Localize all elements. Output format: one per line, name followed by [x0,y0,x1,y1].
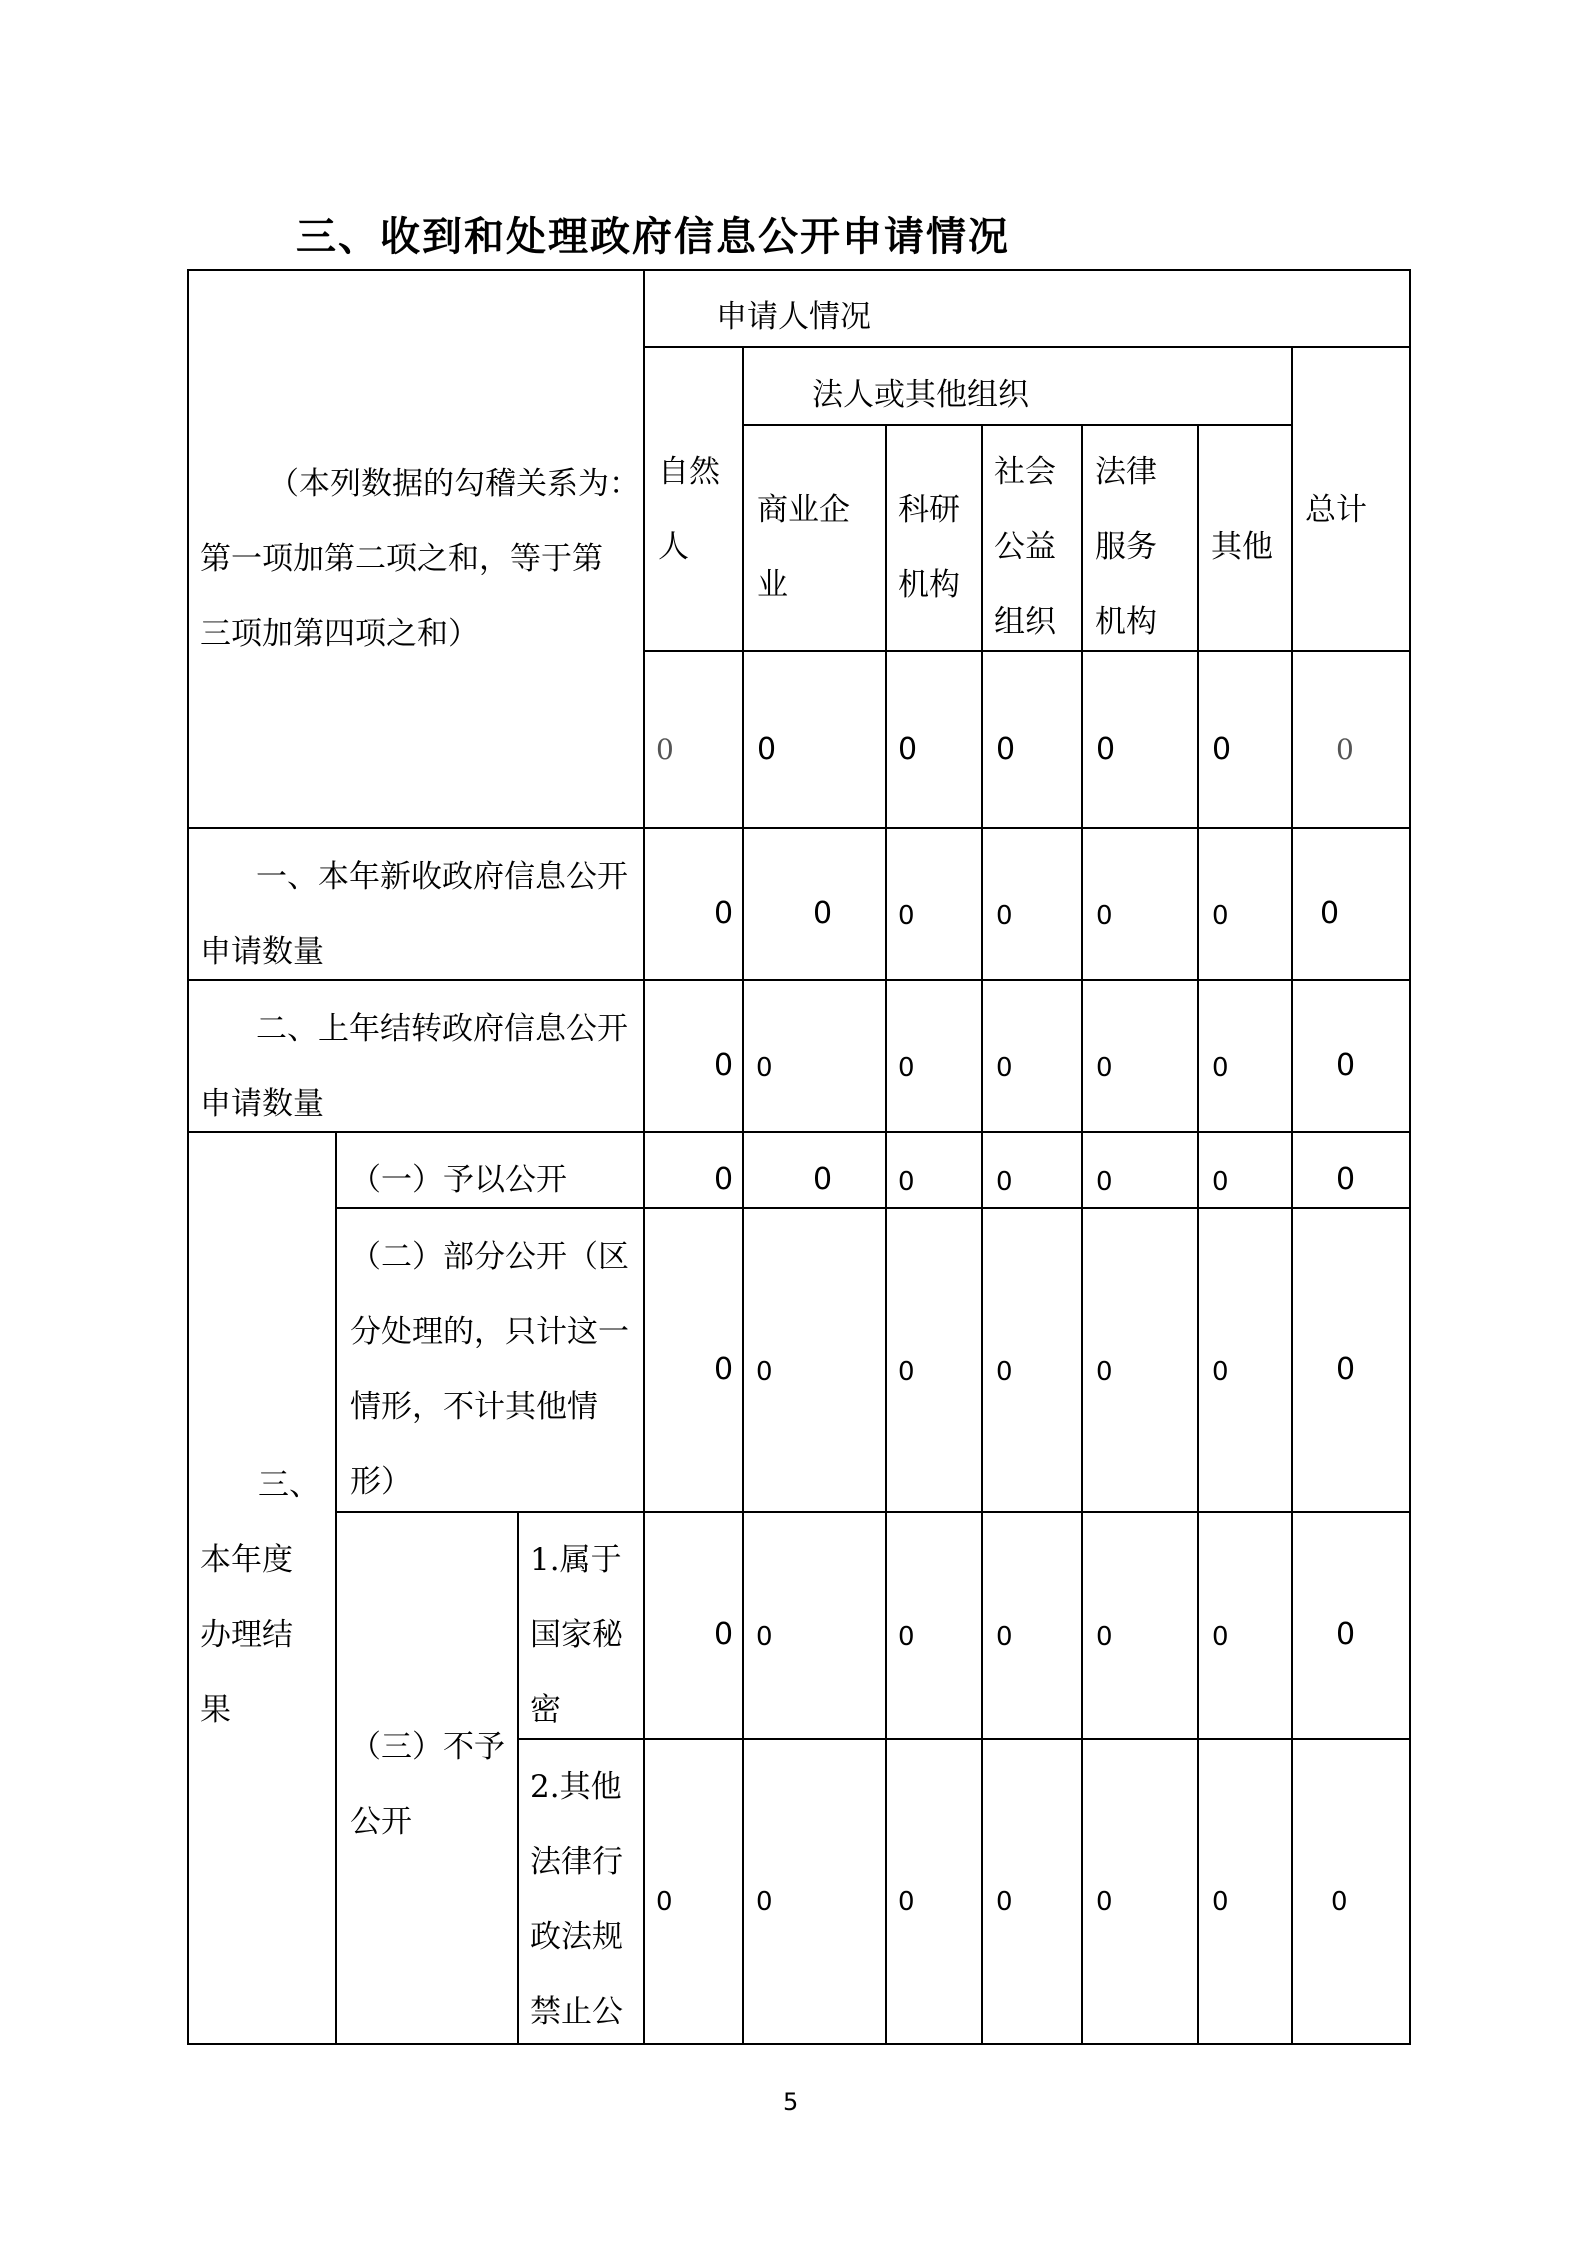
row-carry-label-2: 申请数量 [200,1086,324,1122]
row-carry-research: 0 [898,1053,915,1083]
header-public-3: 组织 [994,604,1056,640]
result-group-label-3: 办理结 [200,1617,293,1653]
row-partial-natural: 0 [714,1352,734,1387]
row-secret-research: 0 [898,1622,915,1652]
row-new-public: 0 [996,901,1013,931]
row-secret-label-3: 密 [530,1692,561,1728]
row-prohibited-commercial: 0 [756,1887,773,1917]
header-value-other: 0 [1212,732,1232,767]
row-disclose-legal-service: 0 [1096,1167,1113,1197]
result-group-label-2: 本年度 [200,1542,293,1578]
note-line-3: 三项加第四项之和） [200,616,479,652]
row-secret-label-1: 1.属于 [530,1542,622,1578]
row-prohibited-label-4: 禁止公 [530,1994,623,2030]
header-value-natural: 0 [656,733,674,766]
row-partial-label-3: 情形，不计其他情 [350,1389,598,1425]
header-public-2: 公益 [994,529,1056,565]
header-legal-service-2: 服务 [1095,529,1157,565]
row-new-label-2: 申请数量 [200,934,324,970]
row-prohibited-public: 0 [996,1887,1013,1917]
row-partial-label-1: （二）部分公开（区 [350,1239,629,1275]
header-other: 其他 [1211,529,1273,565]
row-secret-other: 0 [1212,1622,1229,1652]
row-carry-legal-service: 0 [1096,1053,1113,1083]
row-prohibited-label-1: 2.其他 [530,1769,622,1805]
row-partial-other: 0 [1212,1357,1229,1387]
page-number: 5 [783,2088,799,2116]
header-value-public: 0 [996,732,1016,767]
row-partial-total: 0 [1336,1352,1356,1387]
header-value-legal-service: 0 [1096,732,1116,767]
row-partial-public: 0 [996,1357,1013,1387]
row-disclose-public: 0 [996,1167,1013,1197]
result-group-label-4: 果 [200,1692,231,1728]
row-disclose-natural: 0 [714,1162,734,1197]
row-secret-public: 0 [996,1622,1013,1652]
row-prohibited-other: 0 [1212,1887,1229,1917]
row-disclose-other: 0 [1212,1167,1229,1197]
header-research-1: 科研 [898,492,960,528]
row-new-other: 0 [1212,901,1229,931]
not-disclose-label-2: 公开 [350,1804,412,1840]
row-secret-total: 0 [1336,1617,1356,1652]
row-carry-label-1: 二、上年结转政府信息公开 [256,1011,628,1047]
header-natural-1: 自然 [658,454,720,490]
row-disclose-label: （一）予以公开 [350,1162,567,1198]
row-disclose-total: 0 [1336,1162,1356,1197]
row-partial-label-4: 形） [350,1464,412,1500]
row-partial-legal-service: 0 [1096,1357,1113,1387]
header-legal-service-1: 法律 [1095,454,1157,490]
header-research-2: 机构 [898,567,960,603]
row-secret-legal-service: 0 [1096,1622,1113,1652]
row-disclose-research: 0 [898,1167,915,1197]
row-new-total: 0 [1320,896,1340,931]
result-group-label-1: 三、 [258,1467,320,1503]
row-carry-total: 0 [1336,1048,1356,1083]
row-secret-commercial: 0 [756,1622,773,1652]
row-new-commercial: 0 [813,896,833,931]
row-partial-commercial: 0 [756,1357,773,1387]
header-value-total: 0 [1336,733,1354,766]
row-new-natural: 0 [714,896,734,931]
legal-group-header: 法人或其他组织 [812,377,1029,413]
header-public-1: 社会 [994,454,1056,490]
header-legal-service-3: 机构 [1095,604,1157,640]
header-value-commercial: 0 [757,732,777,767]
header-total: 总计 [1305,492,1367,528]
row-disclose-commercial: 0 [813,1162,833,1197]
header-commercial-2: 业 [757,567,788,603]
header-natural-2: 人 [658,529,689,565]
row-prohibited-label-2: 法律行 [530,1844,623,1880]
note-line-2: 第一项加第二项之和，等于第 [200,541,603,577]
row-carry-commercial: 0 [756,1053,773,1083]
row-new-label-1: 一、本年新收政府信息公开 [256,859,628,895]
header-commercial-1: 商业企 [757,492,850,528]
row-prohibited-research: 0 [898,1887,915,1917]
page-title: 三、收到和处理政府信息公开申请情况 [296,214,1010,260]
row-carry-public: 0 [996,1053,1013,1083]
row-prohibited-total: 0 [1331,1887,1348,1917]
header-value-research: 0 [898,732,918,767]
row-secret-natural: 0 [714,1617,734,1652]
row-partial-research: 0 [898,1357,915,1387]
row-new-legal-service: 0 [1096,901,1113,931]
not-disclose-label-1: （三）不予 [350,1729,505,1765]
row-new-research: 0 [898,901,915,931]
row-carry-natural: 0 [714,1048,734,1083]
row-partial-label-2: 分处理的，只计这一 [350,1314,629,1350]
note-line-1: （本列数据的勾稽关系为： [268,466,640,502]
row-prohibited-legal-service: 0 [1096,1887,1113,1917]
row-prohibited-label-3: 政法规 [530,1919,623,1955]
applicant-header: 申请人情况 [716,299,871,335]
row-secret-label-2: 国家秘 [530,1617,623,1653]
row-carry-other: 0 [1212,1053,1229,1083]
row-prohibited-natural: 0 [656,1887,673,1917]
